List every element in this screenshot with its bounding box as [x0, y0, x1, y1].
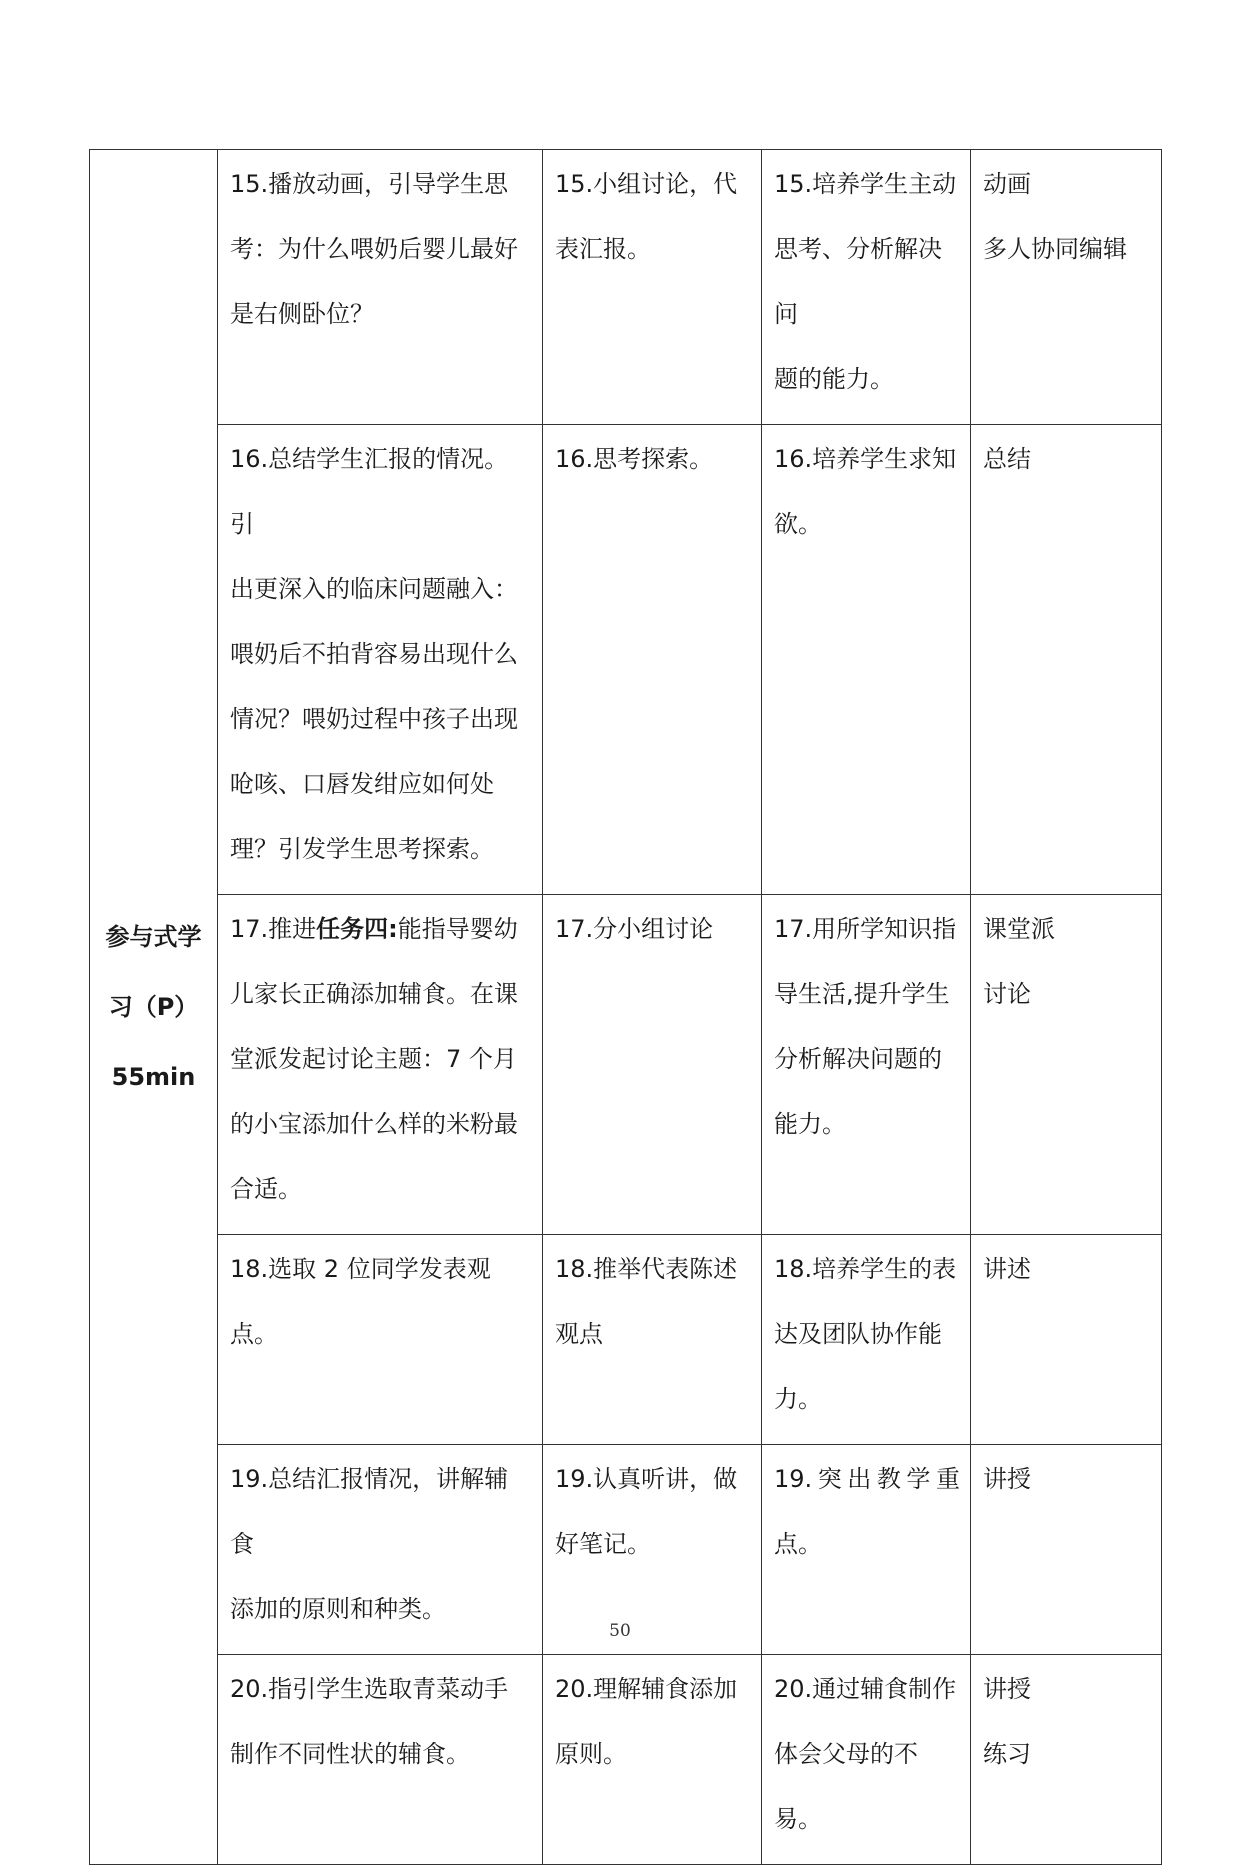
method-line: 练习	[983, 1740, 1031, 1768]
teacher-activity-line: 的小宝添加什么样的米粉最	[230, 1110, 518, 1138]
teacher-activity-line: 18.选取 2 位同学发表观点。	[230, 1255, 491, 1348]
student-activity-cell	[543, 895, 762, 1235]
teacher-activity-line: 是右侧卧位？	[230, 300, 374, 328]
teacher-activity-line: 合适。	[230, 1175, 302, 1203]
design-intent-cell	[762, 1655, 971, 1865]
task-suffix: 能指导婴幼	[397, 915, 518, 943]
student-activity-cell	[543, 1655, 762, 1865]
student-activity-line: 16.思考探索。	[555, 445, 714, 473]
design-intent-line: 力。	[774, 1385, 822, 1413]
method-line: 讲授	[983, 1465, 1031, 1493]
lesson-plan-table	[89, 149, 1162, 1865]
design-intent-line: 15.培养学生主动	[774, 170, 957, 198]
teacher-activity-line: 喂奶后不拍背容易出现什么	[230, 640, 518, 668]
student-activity-line: 好笔记。	[555, 1530, 651, 1558]
teacher-activity-cell	[218, 895, 543, 1235]
student-activity-line: 表汇报。	[555, 235, 651, 263]
teacher-activity-cell	[218, 1235, 543, 1445]
teacher-activity-line: 呛咳、口唇发绀应如何处	[230, 770, 494, 798]
design-intent-line: 欲。	[774, 510, 822, 538]
student-activity-line: 观点	[555, 1320, 603, 1348]
teacher-activity-line: 添加的原则和种类。	[230, 1595, 446, 1623]
method-cell	[971, 1235, 1162, 1445]
task-label: 任务四:	[316, 915, 398, 943]
method-cell	[971, 150, 1162, 425]
method-line: 多人协同编辑	[983, 235, 1127, 263]
design-intent-line: 导生活,提升学生	[774, 980, 950, 1008]
table-row	[90, 425, 1162, 895]
student-activity-line: 原则。	[555, 1740, 627, 1768]
phase-duration: 55min	[111, 1063, 196, 1091]
teacher-activity-line: 出更深入的临床问题融入：	[230, 575, 518, 603]
page-number: 50	[609, 1621, 631, 1641]
design-intent-line: 题的能力。	[774, 365, 894, 393]
student-activity-cell	[543, 1235, 762, 1445]
student-activity-line: 15.小组讨论，代	[555, 170, 738, 198]
method-cell	[971, 1655, 1162, 1865]
phase-title-line1: 参与式学	[105, 923, 202, 951]
teacher-activity-line: 儿家长正确添加辅食。在课	[230, 980, 518, 1008]
teacher-activity-line: 理？引发学生思考探索。	[230, 835, 494, 863]
teacher-activity-line: 堂派发起讨论主题：7 个月	[230, 1045, 517, 1073]
design-intent-line: 能力。	[774, 1110, 846, 1138]
design-intent-line: 体会父母的不易。	[774, 1740, 918, 1833]
design-intent-cell	[762, 895, 971, 1235]
teacher-activity-line: 16.总结学生汇报的情况。引	[230, 445, 509, 538]
student-activity-line: 17.分小组讨论	[555, 915, 714, 943]
task-prefix: 17.推进	[230, 915, 317, 943]
design-intent-line: 18.培养学生的表	[774, 1255, 957, 1283]
teacher-activity-line: 20.指引学生选取青菜动手	[230, 1675, 509, 1703]
method-line: 动画	[983, 170, 1031, 198]
teacher-activity-line: 15.播放动画，引导学生思	[230, 170, 509, 198]
method-line: 讲述	[983, 1255, 1031, 1283]
design-intent-line: 20.通过辅食制作	[774, 1675, 957, 1703]
design-intent-line: 分析解决问题的	[774, 1045, 942, 1073]
phase-cell	[90, 150, 218, 1865]
method-line: 讲授	[983, 1675, 1031, 1703]
method-cell	[971, 425, 1162, 895]
student-activity-line: 19.认真听讲，做	[555, 1465, 738, 1493]
teacher-activity-line	[230, 897, 532, 962]
table-row	[90, 895, 1162, 1235]
teacher-activity-line: 19.总结汇报情况，讲解辅食	[230, 1465, 509, 1558]
teacher-activity-line: 制作不同性状的辅食。	[230, 1740, 470, 1768]
table-row	[90, 1655, 1162, 1865]
student-activity-line: 20.理解辅食添加	[555, 1675, 738, 1703]
design-intent-line: 达及团队协作能	[774, 1320, 942, 1348]
method-line: 总结	[983, 445, 1031, 473]
design-intent-cell	[762, 150, 971, 425]
design-intent-line: 19.突出教学重	[774, 1465, 960, 1493]
teacher-activity-line: 情况？喂奶过程中孩子出现	[230, 705, 518, 733]
student-activity-line: 18.推举代表陈述	[555, 1255, 738, 1283]
table-row	[90, 150, 1162, 425]
teacher-activity-cell	[218, 1655, 543, 1865]
method-cell	[971, 895, 1162, 1235]
phase-title-line2: 习（P）	[108, 993, 199, 1021]
teacher-activity-cell	[218, 150, 543, 425]
method-line: 课堂派	[983, 915, 1055, 943]
method-line: 讨论	[983, 980, 1031, 1008]
design-intent-cell	[762, 1235, 971, 1445]
design-intent-line: 16.培养学生求知	[774, 445, 957, 473]
design-intent-line: 思考、分析解决问	[774, 235, 942, 328]
student-activity-cell	[543, 150, 762, 425]
design-intent-line: 点。	[774, 1530, 822, 1558]
design-intent-line: 17.用所学知识指	[774, 915, 957, 943]
table-row	[90, 1235, 1162, 1445]
teacher-activity-line: 考：为什么喂奶后婴儿最好	[230, 235, 518, 263]
teacher-activity-cell	[218, 425, 543, 895]
design-intent-cell	[762, 425, 971, 895]
student-activity-cell	[543, 425, 762, 895]
